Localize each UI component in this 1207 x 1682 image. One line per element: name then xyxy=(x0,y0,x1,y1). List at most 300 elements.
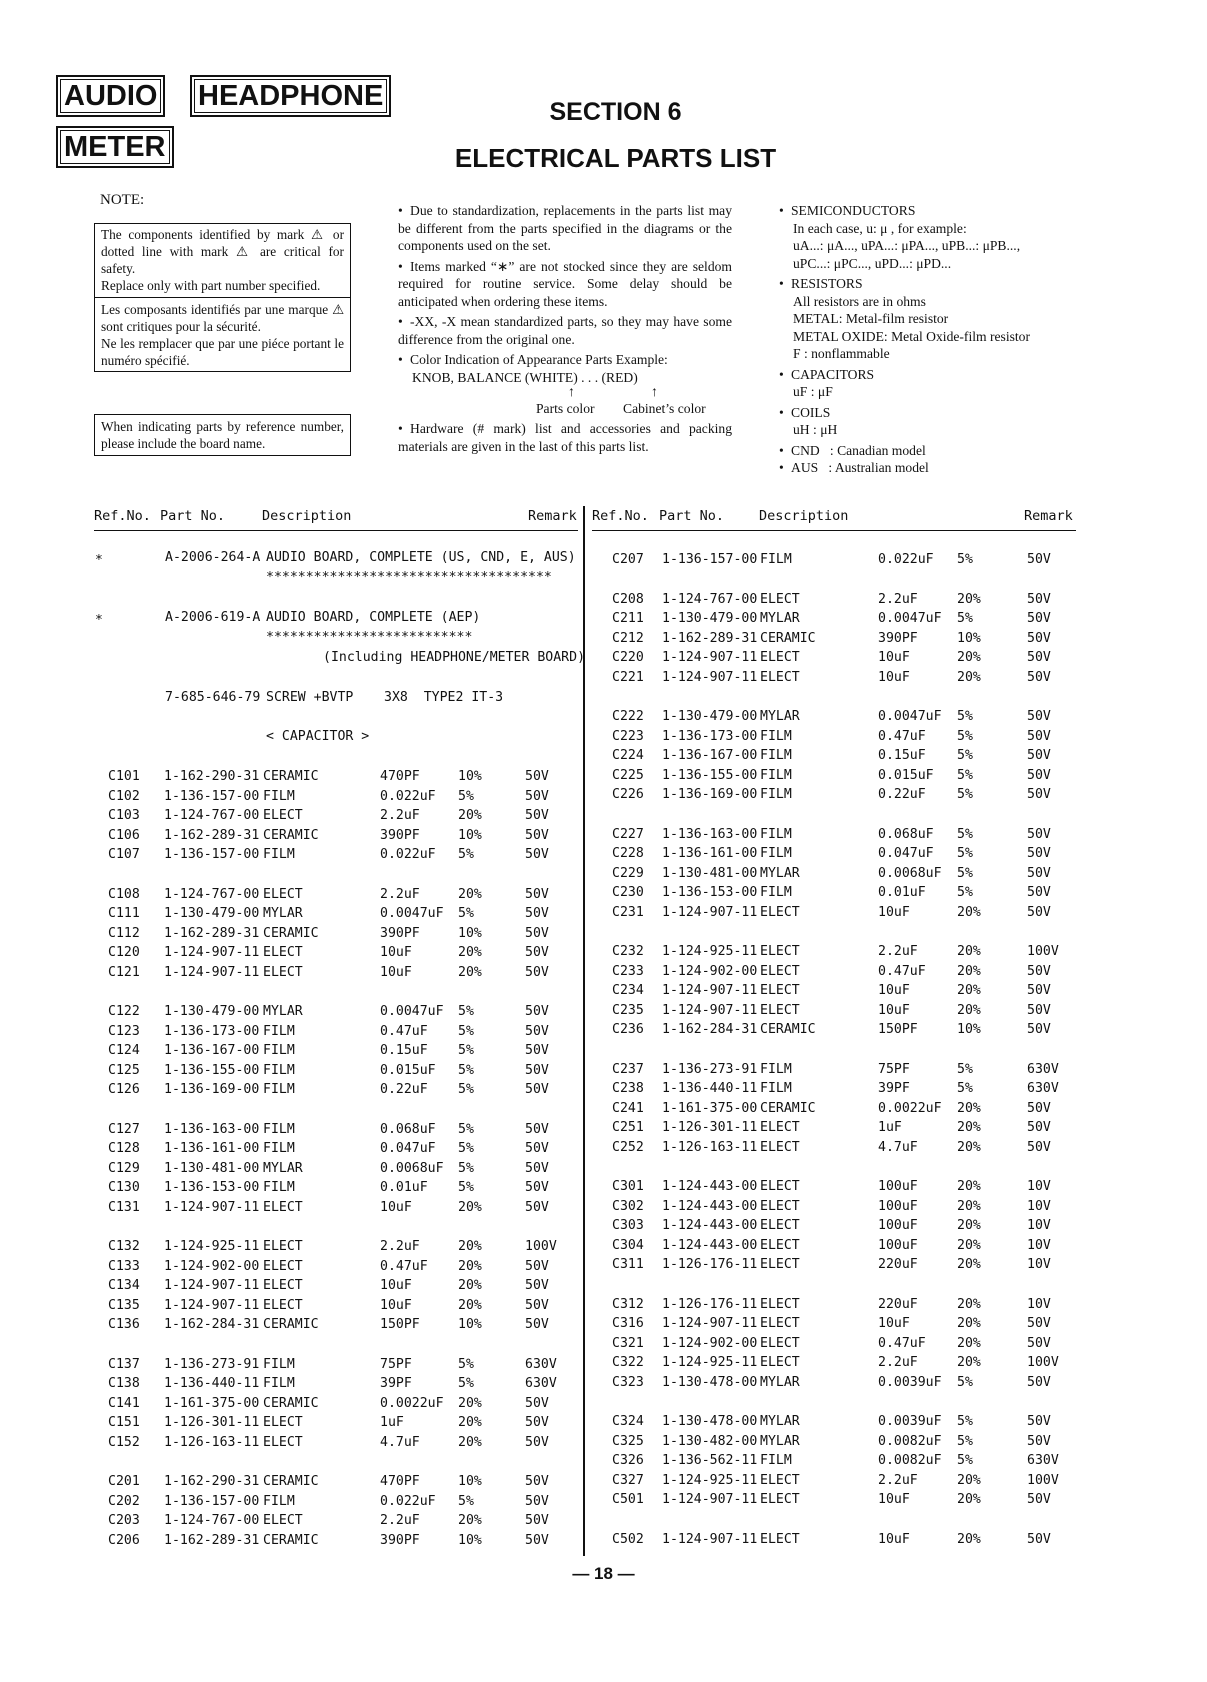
part-no: 1-124-925-11 xyxy=(662,1472,758,1488)
ref-no: C321 xyxy=(612,1335,644,1351)
value: 100uF xyxy=(878,1218,918,1233)
tolerance: 5% xyxy=(957,611,973,626)
tolerance: 20% xyxy=(957,1355,981,1370)
tolerance: 5% xyxy=(458,847,474,862)
ref-no: C102 xyxy=(108,788,140,804)
voltage: 630V xyxy=(1027,1081,1059,1096)
description: ELECT xyxy=(760,1198,800,1214)
tolerance: 20% xyxy=(957,1237,981,1253)
part-no: 1-130-479-00 xyxy=(662,709,758,724)
tolerance: 20% xyxy=(957,1296,981,1312)
description: CERAMIC xyxy=(263,1474,319,1489)
note-stock: • Items marked “∗” are not stocked since they are seldom required for routine service. Some delay should be anticipated when ordering these items. xyxy=(398,258,732,309)
description: ELECT xyxy=(263,1199,303,1215)
part-no: 1-136-562-11 xyxy=(662,1453,758,1468)
parts-color-label: Parts color xyxy=(536,401,595,416)
part-no: 1-136-157-00 xyxy=(164,847,260,862)
tolerance: 20% xyxy=(458,945,482,960)
description: ELECT xyxy=(263,1258,303,1274)
section-number: SECTION 6 xyxy=(549,98,682,126)
value: 0.0022uF xyxy=(380,1395,444,1411)
description: FILM xyxy=(263,1082,295,1097)
description: MYLAR xyxy=(760,1414,800,1429)
voltage: 50V xyxy=(1027,787,1051,802)
cabinet-color-label: Cabinet’s color xyxy=(623,401,706,416)
ref-no: C203 xyxy=(108,1513,140,1528)
arrow-up-icon: ↑ xyxy=(568,385,575,400)
ref-no: C135 xyxy=(108,1297,140,1313)
ref-no: C235 xyxy=(612,1002,644,1018)
voltage: 50V xyxy=(1027,611,1051,626)
description: ELECT xyxy=(760,650,800,665)
voltage: 630V xyxy=(1027,1061,1059,1077)
value: 470PF xyxy=(380,1474,420,1489)
value: 10uF xyxy=(380,1199,412,1215)
voltage: 100V xyxy=(1027,944,1059,959)
header-ref: Ref.No. xyxy=(592,508,649,524)
arrow-up-icon: ↑ xyxy=(651,385,658,400)
ref-no: C231 xyxy=(612,904,644,920)
value: 10uF xyxy=(878,669,910,685)
value: 0.01uF xyxy=(380,1180,428,1195)
tolerance: 20% xyxy=(957,1120,981,1135)
part-no: 1-136-153-00 xyxy=(662,885,758,900)
part-no: 1-124-925-11 xyxy=(662,1355,758,1370)
ref-no: C223 xyxy=(612,728,644,744)
board-note-box xyxy=(94,414,351,456)
value: 39PF xyxy=(878,1081,910,1096)
tolerance: 20% xyxy=(957,1218,981,1233)
meter-tag: METER xyxy=(56,126,174,168)
value: 220uF xyxy=(878,1296,918,1312)
description: FILM xyxy=(263,1121,295,1137)
value: 100uF xyxy=(878,1237,918,1253)
ref-no: C120 xyxy=(108,945,140,960)
description: ELECT xyxy=(760,1218,800,1233)
part-no: 1-124-443-00 xyxy=(662,1218,758,1233)
value: 0.15uF xyxy=(380,1043,428,1058)
tolerance: 5% xyxy=(957,826,973,842)
tolerance: 5% xyxy=(957,728,973,744)
section-title: ELECTRICAL PARTS LIST xyxy=(454,143,777,173)
ref-no: C136 xyxy=(108,1317,140,1332)
ref-no: C303 xyxy=(612,1218,644,1233)
description: FILM xyxy=(263,1062,295,1078)
description: MYLAR xyxy=(263,1004,303,1019)
right-notes xyxy=(779,202,1079,477)
tolerance: 20% xyxy=(957,650,981,665)
part-no: 1-124-907-11 xyxy=(662,1531,758,1547)
ref-no: C141 xyxy=(108,1395,140,1411)
description: ELECT xyxy=(760,1472,800,1488)
tolerance: 5% xyxy=(957,846,973,861)
tolerance: 20% xyxy=(458,1239,482,1254)
board-desc: AUDIO BOARD, COMPLETE (AEP) xyxy=(266,610,481,625)
part-no: 1-136-169-00 xyxy=(164,1082,260,1097)
part-no: 1-161-375-00 xyxy=(164,1395,260,1411)
value: 0.0039uF xyxy=(878,1414,942,1429)
tolerance: 20% xyxy=(957,669,981,685)
value: 0.22uF xyxy=(878,787,926,802)
voltage: 100V xyxy=(1027,1355,1059,1370)
ref-no: C151 xyxy=(108,1415,140,1430)
value: 10uF xyxy=(380,1278,412,1293)
board-part-no: A-2006-619-A xyxy=(165,610,261,625)
description: CERAMIC xyxy=(263,1395,319,1411)
ref-no: C327 xyxy=(612,1472,644,1488)
description: CERAMIC xyxy=(263,827,319,843)
part-no: 1-130-479-00 xyxy=(164,1004,260,1019)
voltage: 50V xyxy=(525,886,549,902)
part-no: 1-136-440-11 xyxy=(662,1081,758,1096)
voltage: 50V xyxy=(1027,1002,1051,1018)
description: CERAMIC xyxy=(263,769,319,784)
description: CERAMIC xyxy=(263,1532,319,1548)
tolerance: 5% xyxy=(458,1121,474,1137)
ref-no: C241 xyxy=(612,1100,644,1116)
description: ELECT xyxy=(760,944,800,959)
voltage: 50V xyxy=(1027,1531,1051,1547)
tolerance: 20% xyxy=(957,1316,981,1331)
ref-no: C125 xyxy=(108,1062,140,1078)
tolerance: 20% xyxy=(957,963,981,979)
res-line-2: METAL: Metal-film resistor xyxy=(793,311,949,326)
ref-no: C228 xyxy=(612,846,644,861)
value: 10uF xyxy=(878,983,910,998)
voltage: 50V xyxy=(1027,885,1051,900)
description: FILM xyxy=(263,1043,295,1058)
ref-no: C220 xyxy=(612,650,644,665)
tolerance: 5% xyxy=(957,787,973,802)
part-no: 1-124-902-00 xyxy=(662,1335,758,1351)
tolerance: 20% xyxy=(458,1258,482,1274)
voltage: 50V xyxy=(1027,1022,1051,1037)
ref-no: C312 xyxy=(612,1296,644,1312)
ref-no: C152 xyxy=(108,1434,140,1450)
tolerance: 5% xyxy=(957,1453,973,1468)
aus-note: • AUS : Australian model xyxy=(779,460,929,475)
semi-title: • SEMICONDUCTORS xyxy=(779,203,916,218)
voltage: 50V xyxy=(525,1043,549,1058)
value: 2.2uF xyxy=(878,944,918,959)
tolerance: 10% xyxy=(458,1474,482,1489)
voltage: 50V xyxy=(1027,1433,1051,1449)
ref-no: C130 xyxy=(108,1180,140,1195)
ref-no: C128 xyxy=(108,1141,140,1156)
tolerance: 5% xyxy=(458,1062,474,1078)
voltage: 50V xyxy=(525,1258,549,1274)
tolerance: 5% xyxy=(458,1493,474,1509)
part-no: 1-136-157-00 xyxy=(662,552,758,567)
ref-no: C111 xyxy=(108,906,140,921)
value: 0.068uF xyxy=(878,826,934,842)
description: ELECT xyxy=(760,1355,800,1370)
ref-no: C326 xyxy=(612,1453,644,1468)
voltage: 50V xyxy=(525,945,549,960)
ref-no: C324 xyxy=(612,1414,644,1429)
part-no: 1-126-301-11 xyxy=(662,1120,758,1135)
tolerance: 20% xyxy=(957,1492,981,1507)
voltage: 50V xyxy=(525,847,549,862)
tolerance: 10% xyxy=(957,630,981,646)
value: 0.01uF xyxy=(878,885,926,900)
part-no: 1-126-163-11 xyxy=(164,1434,260,1450)
voltage: 50V xyxy=(525,827,549,843)
ref-no: C323 xyxy=(612,1374,644,1390)
value: 0.047uF xyxy=(380,1141,436,1156)
ref-no: C252 xyxy=(612,1139,644,1155)
voltage: 50V xyxy=(525,1004,549,1019)
tolerance: 20% xyxy=(957,1179,981,1194)
description: ELECT xyxy=(760,1316,800,1331)
tolerance: 20% xyxy=(458,1513,482,1528)
tolerance: 5% xyxy=(957,748,973,763)
tolerance: 5% xyxy=(957,1433,973,1449)
value: 10uF xyxy=(878,904,910,920)
value: 2.2uF xyxy=(878,1355,918,1370)
part-no: 1-136-161-00 xyxy=(164,1141,260,1156)
value: 2.2uF xyxy=(380,1513,420,1528)
ref-no: C233 xyxy=(612,963,644,979)
voltage: 50V xyxy=(1027,1374,1051,1390)
description: ELECT xyxy=(760,1296,800,1312)
voltage: 50V xyxy=(1027,669,1051,685)
tolerance: 10% xyxy=(957,1022,981,1037)
tolerance: 10% xyxy=(458,827,482,843)
value: 0.47uF xyxy=(380,1023,428,1039)
part-no: 1-162-289-31 xyxy=(662,630,758,646)
part-no: 1-124-925-11 xyxy=(662,944,758,959)
part-no: 1-130-481-00 xyxy=(662,865,758,881)
description: FILM xyxy=(263,1180,295,1195)
voltage: 50V xyxy=(525,1415,549,1430)
part-no: 1-130-481-00 xyxy=(164,1160,260,1176)
tolerance: 20% xyxy=(458,808,482,823)
ref-no: C251 xyxy=(612,1120,644,1135)
description: ELECT xyxy=(760,1531,800,1547)
description: ELECT xyxy=(760,963,800,979)
value: 0.022uF xyxy=(878,552,934,567)
voltage: 100V xyxy=(1027,1472,1059,1488)
voltage: 50V xyxy=(1027,767,1051,783)
value: 0.022uF xyxy=(380,1493,436,1509)
ref-no: C232 xyxy=(612,944,644,959)
ref-no: C137 xyxy=(108,1356,140,1372)
description: FILM xyxy=(760,552,792,567)
header-part: Part No. xyxy=(659,508,725,524)
semi-line-1: In each case, u: μ , for example: xyxy=(793,220,967,236)
description: FILM xyxy=(760,846,792,861)
tolerance: 20% xyxy=(458,886,482,902)
description: CERAMIC xyxy=(263,1317,319,1332)
part-no: 1-136-163-00 xyxy=(164,1121,260,1137)
ref-no: C112 xyxy=(108,925,140,941)
note-standardization: • Due to standardization, replacements in the parts list may be different from the parts specified in the diagrams or the components used on the set. xyxy=(398,203,732,253)
voltage: 50V xyxy=(1027,826,1051,842)
value: 0.047uF xyxy=(878,846,934,861)
ref-no: C106 xyxy=(108,827,140,843)
description: ELECT xyxy=(263,1415,303,1430)
description: ELECT xyxy=(263,945,303,960)
voltage: 50V xyxy=(1027,591,1051,607)
ref-no: C101 xyxy=(108,769,140,784)
tolerance: 20% xyxy=(458,1434,482,1450)
ref-no: C201 xyxy=(108,1474,140,1489)
part-no: 1-136-167-00 xyxy=(662,748,758,763)
res-title: • RESISTORS xyxy=(779,276,863,291)
value: 1uF xyxy=(380,1415,404,1430)
voltage: 10V xyxy=(1027,1237,1051,1253)
part-no: 1-124-443-00 xyxy=(662,1198,758,1214)
part-no: 1-126-176-11 xyxy=(662,1257,758,1272)
part-no: 1-162-284-31 xyxy=(662,1022,758,1037)
value: 1uF xyxy=(878,1120,902,1135)
description: CERAMIC xyxy=(760,1100,816,1116)
part-no: 1-136-173-00 xyxy=(164,1023,260,1039)
stars-line: ************************************ xyxy=(266,570,552,585)
value: 150PF xyxy=(878,1022,918,1037)
part-no: 1-124-907-11 xyxy=(164,964,260,980)
voltage: 50V xyxy=(525,1023,549,1039)
including-note: (Including HEADPHONE/METER BOARD) xyxy=(323,650,586,665)
tolerance: 5% xyxy=(458,1043,474,1058)
tolerance: 5% xyxy=(458,788,474,804)
part-no: 1-136-153-00 xyxy=(164,1180,260,1195)
value: 0.15uF xyxy=(878,748,926,763)
value: 0.0022uF xyxy=(878,1100,942,1116)
value: 0.015uF xyxy=(878,767,934,783)
tolerance: 20% xyxy=(957,1100,981,1116)
value: 75PF xyxy=(380,1356,412,1372)
part-no: 1-124-907-11 xyxy=(662,1316,758,1331)
voltage: 50V xyxy=(1027,865,1051,881)
voltage: 50V xyxy=(1027,630,1051,646)
part-no: 1-124-907-11 xyxy=(164,1199,260,1215)
part-no: 1-136-157-00 xyxy=(164,1493,260,1509)
ref-no: C227 xyxy=(612,826,644,842)
part-no: 1-124-907-11 xyxy=(662,904,758,920)
tolerance: 5% xyxy=(957,865,973,881)
header-remark: Remark xyxy=(528,508,577,524)
voltage: 50V xyxy=(1027,904,1051,920)
voltage: 50V xyxy=(525,925,549,941)
value: 2.2uF xyxy=(878,591,918,607)
header-remark: Remark xyxy=(1024,508,1073,524)
safety-note-fr-1: Les composants identifiés par une marque ⚠ sont critiques pour la sécurité. xyxy=(101,302,344,334)
part-no: 1-124-907-11 xyxy=(662,669,758,685)
res-line-1: All resistors are in ohms xyxy=(793,293,926,309)
description: FILM xyxy=(760,1061,792,1077)
ref-no: C138 xyxy=(108,1376,140,1391)
tolerance: 20% xyxy=(957,1198,981,1214)
tolerance: 20% xyxy=(957,983,981,998)
voltage: 50V xyxy=(1027,709,1051,724)
color-legend xyxy=(398,400,732,420)
description: FILM xyxy=(760,748,792,763)
ref-no: C236 xyxy=(612,1022,644,1037)
screw-part-no: 7-685-646-79 xyxy=(165,690,261,705)
tolerance: 5% xyxy=(957,552,973,567)
part-no: 1-161-375-00 xyxy=(662,1100,758,1116)
ref-no: C212 xyxy=(612,630,644,646)
part-no: 1-130-478-00 xyxy=(662,1374,758,1390)
value: 0.068uF xyxy=(380,1121,436,1137)
header-desc: Description xyxy=(262,508,352,524)
description: ELECT xyxy=(760,1002,800,1018)
value: 4.7uF xyxy=(380,1434,420,1450)
ref-no: C121 xyxy=(108,964,140,980)
value: 100uF xyxy=(878,1179,918,1194)
value: 10uF xyxy=(878,650,910,665)
description: CERAMIC xyxy=(760,630,816,646)
description: ELECT xyxy=(263,1239,303,1254)
voltage: 50V xyxy=(1027,1335,1051,1351)
tolerance: 5% xyxy=(957,767,973,783)
note-xx: • -XX, -X mean standardized parts, so they may have some difference from the original one. xyxy=(398,314,732,347)
part-no: 1-126-176-11 xyxy=(662,1296,758,1312)
part-no: 1-126-301-11 xyxy=(164,1415,260,1430)
tolerance: 5% xyxy=(458,1004,474,1019)
ref-no: C225 xyxy=(612,767,644,783)
description: ELECT xyxy=(760,1257,800,1272)
ref-no: C127 xyxy=(108,1121,140,1137)
part-no: 1-124-902-00 xyxy=(662,963,758,979)
value: 390PF xyxy=(878,630,918,646)
value: 0.47uF xyxy=(878,963,926,979)
part-no: 1-136-273-91 xyxy=(662,1061,758,1077)
page-number: — 18 — xyxy=(572,1564,635,1583)
voltage: 10V xyxy=(1027,1257,1051,1272)
tolerance: 5% xyxy=(458,1180,474,1195)
part-no: 1-130-482-00 xyxy=(662,1433,758,1449)
description: ELECT xyxy=(760,983,800,998)
tolerance: 20% xyxy=(957,1531,981,1547)
voltage: 50V xyxy=(1027,963,1051,979)
value: 10uF xyxy=(878,1316,910,1331)
voltage: 50V xyxy=(1027,1316,1051,1331)
cap-line-1: uF : μF xyxy=(793,384,833,399)
ref-no: C501 xyxy=(612,1492,644,1507)
description: MYLAR xyxy=(760,865,800,881)
ref-no: C206 xyxy=(108,1532,140,1548)
tolerance: 5% xyxy=(957,709,973,724)
not-stocked-mark: ∗ xyxy=(95,550,103,565)
voltage: 50V xyxy=(1027,846,1051,861)
voltage: 50V xyxy=(525,1532,549,1548)
tolerance: 20% xyxy=(458,1278,482,1293)
value: 2.2uF xyxy=(380,1239,420,1254)
header-desc: Description xyxy=(759,508,849,524)
voltage: 50V xyxy=(525,1513,549,1528)
value: 0.0047uF xyxy=(380,1004,444,1019)
ref-no: C133 xyxy=(108,1258,140,1274)
description: FILM xyxy=(263,1356,295,1372)
value: 390PF xyxy=(380,925,420,941)
description: FILM xyxy=(760,767,792,783)
part-no: 1-126-163-11 xyxy=(662,1139,758,1155)
value: 10uF xyxy=(380,1297,412,1313)
part-no: 1-130-479-00 xyxy=(164,906,260,921)
tolerance: 10% xyxy=(458,769,482,784)
part-no: 1-124-907-11 xyxy=(662,1002,758,1018)
description: ELECT xyxy=(760,1335,800,1351)
description: ELECT xyxy=(760,669,800,685)
semi-line-2: uA...: μA..., uPA...: μPA..., uPB...: μPB..., xyxy=(793,238,1021,253)
description: ELECT xyxy=(760,1237,800,1253)
description: ELECT xyxy=(760,1492,800,1507)
tolerance: 5% xyxy=(458,906,474,921)
description: ELECT xyxy=(760,591,800,607)
